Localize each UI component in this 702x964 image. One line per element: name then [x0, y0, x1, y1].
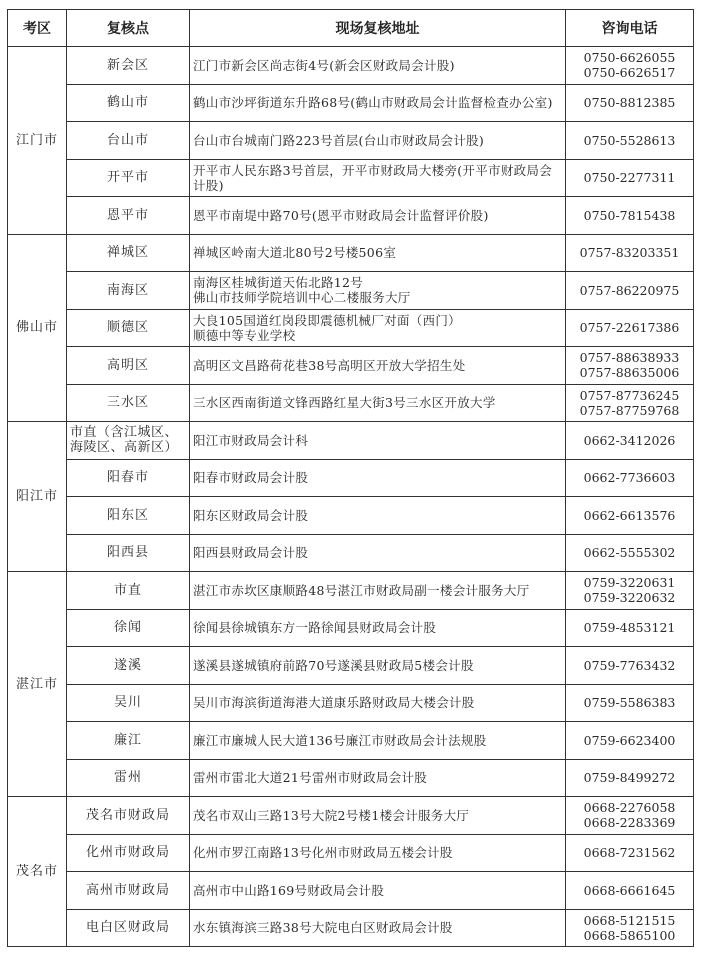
- table-row: [8, 684, 694, 722]
- table-row: [8, 47, 694, 85]
- review-sites-table: [7, 9, 694, 947]
- phone-cell: [566, 497, 694, 535]
- site-cell: 市直: [67, 572, 190, 610]
- table-row: [8, 234, 694, 272]
- address-cell: [190, 272, 566, 310]
- site-cell: 电白区财政局: [67, 909, 190, 947]
- phone-number: 0662-7736603: [583, 470, 676, 486]
- table-row: [8, 834, 694, 872]
- address-cell: 雷州市雷北大道21号雷州市财政局会计股: [190, 759, 566, 797]
- phone-cell: [566, 197, 694, 235]
- site-cell: 阳东区: [67, 497, 190, 535]
- table-row: [8, 272, 694, 310]
- phone-cell: [566, 722, 694, 760]
- site-cell: 台山市: [67, 122, 190, 160]
- table-row: [8, 159, 694, 197]
- address-cell: 茂名市双山三路13号大院2号楼1楼会计服务大厅: [190, 797, 566, 835]
- phone-cell: [566, 422, 694, 460]
- phone-number: 0662-6613576: [583, 507, 676, 523]
- phone-number: 0662-3412026: [583, 432, 676, 448]
- address-cell: 阳东区财政局会计股: [190, 497, 566, 535]
- site-cell: 开平市: [67, 159, 190, 197]
- phone-number: 0759-6623400: [583, 732, 676, 748]
- site-cell: 廉江: [67, 722, 190, 760]
- phone-cell: [566, 47, 694, 85]
- table-row: [8, 909, 694, 947]
- site-cell: 高明区: [67, 347, 190, 385]
- table-row: [8, 347, 694, 385]
- phone-cell: [566, 309, 694, 347]
- header-region: 考区: [8, 10, 67, 47]
- site-cell: 茂名市财政局: [67, 797, 190, 835]
- site-cell: 阳春市: [67, 459, 190, 497]
- address-cell: 遂溪县遂城镇府前路70号遂溪县财政局5楼会计股: [190, 647, 566, 685]
- phone-number: 0757-22617386: [579, 320, 680, 336]
- address-cell: 徐闻县徐城镇东方一路徐闻县财政局会计股: [190, 609, 566, 647]
- phone-number: 0750-5528613: [583, 132, 676, 148]
- address-cell: 开平市人民东路3号首层，开平市财政局大楼旁(开平市财政局会计股): [190, 159, 566, 197]
- address-cell: 江门市新会区尚志街4号(新会区财政局会计股): [190, 47, 566, 85]
- site-cell: 市直（含江城区、海陵区、高新区）: [67, 422, 190, 460]
- table-row: [8, 572, 694, 610]
- address-cell: 阳春市财政局会计股: [190, 459, 566, 497]
- table-row: [8, 647, 694, 685]
- phone-number: 0750-6626517: [583, 65, 676, 81]
- phone-number: 0759-7763432: [583, 657, 676, 673]
- phone-number: 0668-2276058: [583, 800, 676, 816]
- phone-number: 0759-8499272: [583, 770, 676, 786]
- phone-cell: [566, 272, 694, 310]
- address-line: 南海区桂城街道天佑北路12号: [193, 275, 364, 291]
- phone-number: 0759-3220631: [583, 575, 676, 591]
- address-cell: [190, 309, 566, 347]
- site-cell: 吴川: [67, 684, 190, 722]
- table-row: [8, 609, 694, 647]
- header-site: 复核点: [67, 10, 190, 47]
- address-cell: 鹤山市沙坪街道东升路68号(鹤山市财政局会计监督检查办公室): [190, 84, 566, 122]
- table-row: [8, 422, 694, 460]
- table-row: [8, 872, 694, 910]
- table-row: [8, 534, 694, 572]
- site-cell: 阳西县: [67, 534, 190, 572]
- address-cell: 阳西县财政局会计股: [190, 534, 566, 572]
- region-cell: 阳江市: [8, 422, 67, 572]
- address-cell: 阳江市财政局会计科: [190, 422, 566, 460]
- address-cell: 水东镇海滨三路38号大院电白区财政局会计股: [190, 909, 566, 947]
- phone-cell: [566, 797, 694, 835]
- phone-cell: [566, 647, 694, 685]
- phone-number: 0757-87736245: [579, 387, 680, 403]
- address-line: 佛山市技师学院培训中心二楼服务大厅: [193, 290, 411, 306]
- region-cell: 湛江市: [8, 572, 67, 797]
- region-cell: 佛山市: [8, 234, 67, 422]
- address-cell: 三水区西南街道文锋西路红星大街3号三水区开放大学: [190, 384, 566, 422]
- phone-number: 0668-2283369: [583, 815, 676, 831]
- region-cell: 茂名市: [8, 797, 67, 947]
- phone-cell: [566, 122, 694, 160]
- site-cell: 三水区: [67, 384, 190, 422]
- phone-cell: [566, 909, 694, 947]
- site-cell: 顺德区: [67, 309, 190, 347]
- table-row: [8, 759, 694, 797]
- phone-cell: [566, 234, 694, 272]
- phone-cell: [566, 609, 694, 647]
- site-cell: 高州市财政局: [67, 872, 190, 910]
- table-row: [8, 84, 694, 122]
- phone-number: 0757-88635006: [579, 365, 680, 381]
- phone-cell: [566, 159, 694, 197]
- address-cell: 吴川市海滨街道海港大道康乐路财政局大楼会计股: [190, 684, 566, 722]
- phone-cell: [566, 84, 694, 122]
- phone-number: 0759-4853121: [583, 620, 676, 636]
- phone-cell: [566, 347, 694, 385]
- phone-number: 0668-5865100: [583, 927, 676, 943]
- address-cell: 化州市罗江南路13号化州市财政局五楼会计股: [190, 834, 566, 872]
- site-cell: 禅城区: [67, 234, 190, 272]
- site-cell: 雷州: [67, 759, 190, 797]
- phone-number: 0750-7815438: [583, 207, 676, 223]
- table-row: [8, 197, 694, 235]
- phone-number: 0750-2277311: [583, 170, 676, 186]
- address-cell: 禅城区岭南大道北80号2号楼506室: [190, 234, 566, 272]
- phone-number: 0757-86220975: [579, 282, 680, 298]
- site-cell: 南海区: [67, 272, 190, 310]
- phone-number: 0757-83203351: [579, 245, 680, 261]
- address-line: 大良105国道红岗段即震德机械厂对面（西门）: [193, 312, 461, 328]
- phone-number: 0750-6626055: [583, 50, 676, 66]
- site-cell: 鹤山市: [67, 84, 190, 122]
- phone-cell: [566, 384, 694, 422]
- address-cell: 台山市台城南门路223号首层(台山市财政局会计股): [190, 122, 566, 160]
- address-cell: 廉江市廉城人民大道136号廉江市财政局会计法规股: [190, 722, 566, 760]
- phone-cell: [566, 459, 694, 497]
- phone-cell: [566, 872, 694, 910]
- phone-number: 0668-6661645: [583, 882, 676, 898]
- table-row: [8, 497, 694, 535]
- phone-cell: [566, 684, 694, 722]
- phone-number: 0759-3220632: [583, 590, 676, 606]
- table-row: [8, 309, 694, 347]
- header-address: 现场复核地址: [190, 10, 566, 47]
- phone-number: 0759-5586383: [583, 695, 676, 711]
- phone-number: 0757-87759768: [579, 402, 680, 418]
- phone-number: 0757-88638933: [579, 350, 680, 366]
- site-cell: 新会区: [67, 47, 190, 85]
- site-cell: 恩平市: [67, 197, 190, 235]
- table-row: [8, 384, 694, 422]
- table-row: [8, 122, 694, 160]
- address-cell: 湛江市赤坎区康顺路48号湛江市财政局副一楼会计服务大厅: [190, 572, 566, 610]
- phone-cell: [566, 534, 694, 572]
- phone-cell: [566, 834, 694, 872]
- table-header-row: [8, 10, 694, 47]
- table-row: [8, 459, 694, 497]
- header-phone: 咨询电话: [566, 10, 694, 47]
- phone-cell: [566, 572, 694, 610]
- address-cell: 高明区文昌路荷花巷38号高明区开放大学招生处: [190, 347, 566, 385]
- phone-number: 0662-5555302: [583, 545, 676, 561]
- address-cell: 高州市中山路169号财政局会计股: [190, 872, 566, 910]
- region-cell: 江门市: [8, 47, 67, 235]
- phone-number: 0668-5121515: [583, 912, 676, 928]
- phone-number: 0750-8812385: [583, 95, 676, 111]
- table-row: [8, 722, 694, 760]
- site-cell: 化州市财政局: [67, 834, 190, 872]
- site-cell: 遂溪: [67, 647, 190, 685]
- table-row: [8, 797, 694, 835]
- address-cell: 恩平市南堤中路70号(恩平市财政局会计监督评价股): [190, 197, 566, 235]
- site-cell: 徐闻: [67, 609, 190, 647]
- phone-cell: [566, 759, 694, 797]
- address-line: 顺德中等专业学校: [193, 327, 296, 343]
- phone-number: 0668-7231562: [583, 845, 676, 861]
